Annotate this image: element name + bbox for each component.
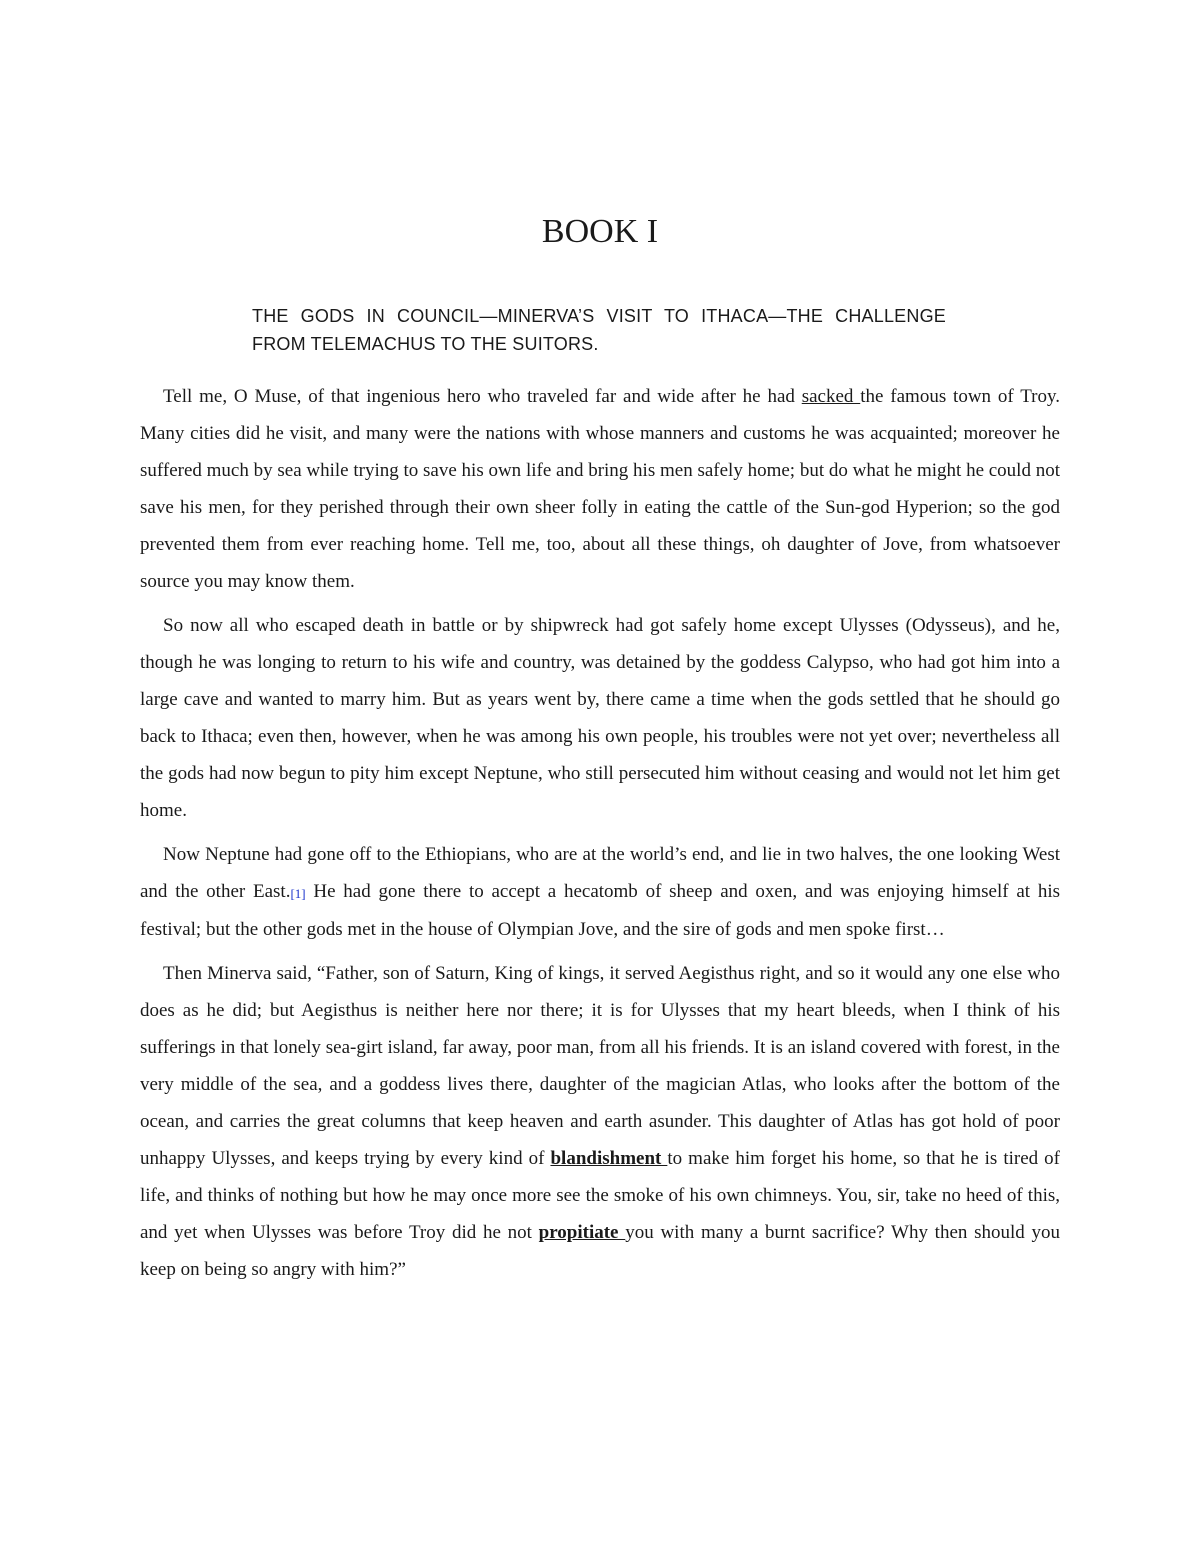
body-text: [140, 378, 1060, 1295]
paragraph-4-text-b: to make him forget his home, so that he is tired of life, and thinks of nothing but how he may once more see the smoke of his own chimneys. You, sir, take no heed of this, and yet when Ulysses was before Troy did he not: [140, 1148, 1060, 1243]
vocab-word-propitiate: propitiate: [538, 1222, 626, 1243]
chapter-subtitle: THE GODS IN COUNCIL—MINERVA’S VISIT TO ITHACA—THE CHALLENGE FROM TELEMACHUS TO THE SUITORS.: [252, 306, 946, 354]
paragraph-3-text-a: Now Neptune had gone off to the Ethiopians, who are at the world’s end, and lie in two halves, the one looking West and the other East.: [140, 844, 1060, 902]
vocab-word-blandishment: blandishment: [550, 1148, 668, 1169]
underlined-word-sacked: sacked: [801, 386, 861, 407]
footnote-link[interactable]: [1]: [290, 886, 306, 901]
paragraph-2: So now all who escaped death in battle or by shipwreck had got safely home except Ulysses (Odysseus), and he, though he was longing to return to his wife and country, was detained by the goddess Calypso, who had got him into a large cave and wanted to marry him. But as years went by, there came a time when the gods settled that he should go back to Ithaca; even then, however, when he was among his own people, his troubles were not yet over; nevertheless all the gods had now begun to pity him except Neptune, who still persecuted him without ceasing and would not let him get home.: [140, 615, 1060, 821]
paragraph-3-text-b: He had gone there to accept a hecatomb of sheep and oxen, and was enjoying himself at his festival; but the other gods met in the house of Olympian Jove, and the sire of gods and men spoke first…: [140, 881, 1061, 940]
paragraph-4: [140, 955, 1060, 1288]
paragraph-1-text-a: Tell me, O Muse, of that ingenious hero who traveled far and wide after he had: [163, 386, 802, 407]
paragraph-4-text-c: you with many a burnt sacrifice? Why then should you keep on being so angry with him?”: [140, 1222, 1060, 1280]
paragraph-4-text-a: Then Minerva said, “Father, son of Saturn, King of kings, it served Aegisthus right, and so it would any one else who does as he did; but Aegisthus is neither here nor there; it is for Ulysses that my heart bleeds, when I think of his sufferings in that lonely sea-girt island, far away, poor man, from all his friends. It is an island covered with forest, in the very middle of the sea, and a goddess lives there, daughter of the magician Atlas, who looks after the bottom of the ocean, and carries the great columns that keep heaven and earth asunder. This daughter of Atlas has got hold of poor unhappy Ulysses, and keeps trying by every kind of: [140, 963, 1060, 1169]
paragraph-1: [140, 378, 1060, 600]
paragraph-3: [140, 836, 1060, 948]
paragraph-1-text-b: the famous town of Troy. Many cities did he visit, and many were the nations with whose manners and customs he was acquainted; moreover he suffered much by sea while trying to save his own life and bring his men safely home; but do what he might he could not save his men, for they perished through their own sheer folly in eating the cattle of the Sun-god Hyperion; so the god prevented them from ever reaching home. Tell me, too, about all these things, oh daughter of Jove, from whatsoever source you may know them.: [140, 386, 1060, 592]
book-title: BOOK I: [541, 213, 659, 250]
